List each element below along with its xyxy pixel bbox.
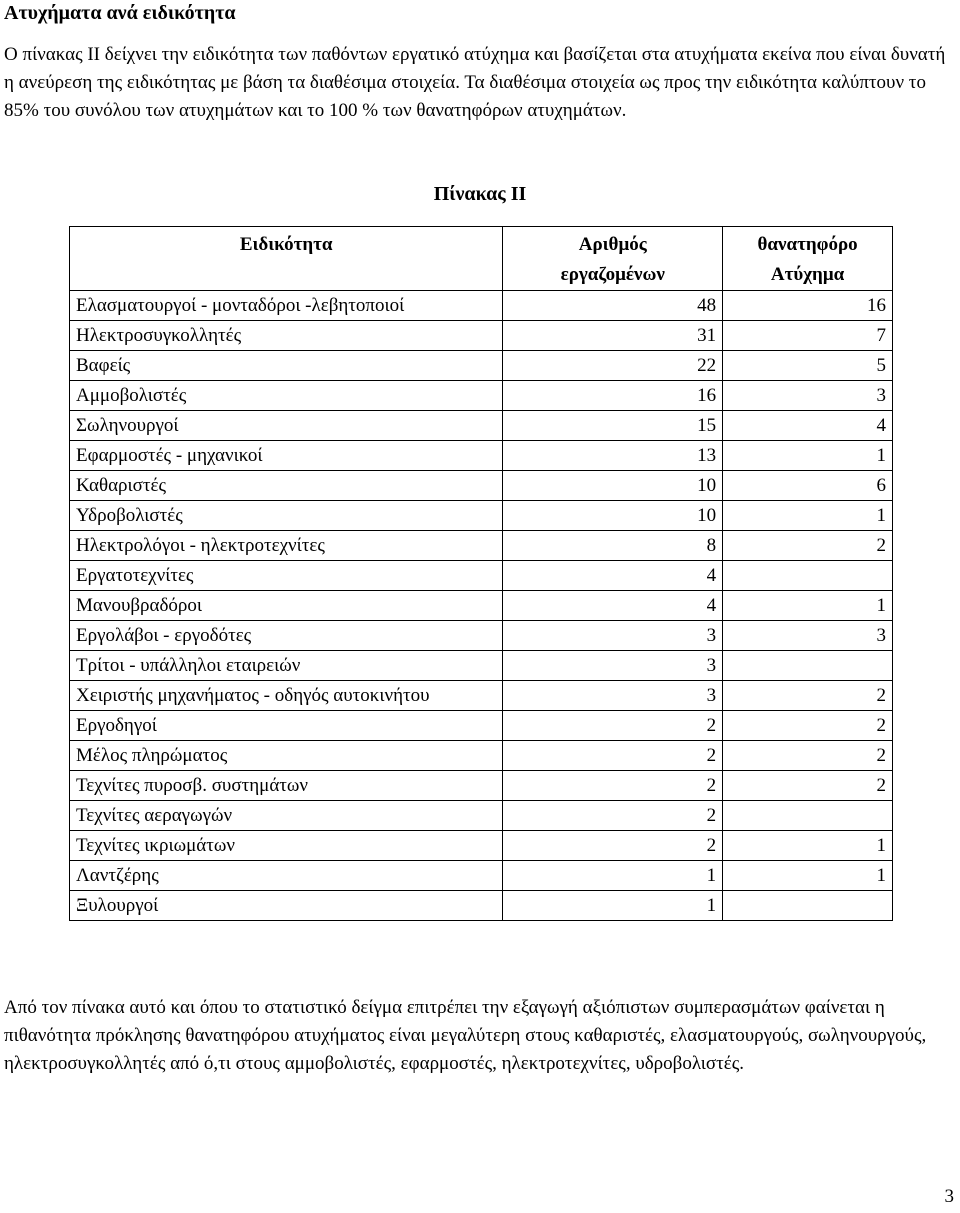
- cell-fatal: 1: [723, 861, 893, 891]
- header-workers-line2: εργαζομένων: [560, 264, 665, 285]
- cell-workers: 2: [503, 741, 723, 771]
- table-row: [70, 681, 893, 711]
- cell-workers: 15: [503, 411, 723, 441]
- cell-workers: 2: [503, 711, 723, 741]
- cell-specialty: Σωληνουργοί: [70, 411, 503, 441]
- cell-workers: 3: [503, 651, 723, 681]
- cell-fatal: [723, 801, 893, 831]
- table-body: [70, 291, 893, 921]
- cell-workers: 2: [503, 771, 723, 801]
- cell-fatal: 3: [723, 381, 893, 411]
- cell-specialty: Καθαριστές: [70, 471, 503, 501]
- cell-workers: 10: [503, 501, 723, 531]
- cell-fatal: [723, 891, 893, 921]
- table-row: [70, 711, 893, 741]
- cell-fatal: 1: [723, 441, 893, 471]
- table-row: [70, 621, 893, 651]
- table-row: [70, 801, 893, 831]
- table-row: [70, 441, 893, 471]
- header-fatal: [723, 227, 893, 291]
- cell-workers: 31: [503, 321, 723, 351]
- table-row: [70, 531, 893, 561]
- cell-specialty: Ξυλουργοί: [70, 891, 503, 921]
- cell-specialty: Εργοδηγοί: [70, 711, 503, 741]
- cell-workers: 2: [503, 831, 723, 861]
- cell-workers: 16: [503, 381, 723, 411]
- cell-specialty: Λαντζέρης: [70, 861, 503, 891]
- header-fatal-line2: Ατύχημα: [770, 264, 845, 285]
- table-row: [70, 741, 893, 771]
- cell-specialty: Χειριστής μηχανήματος - οδηγός αυτοκινήτου: [70, 681, 503, 711]
- cell-specialty: Μέλος πληρώματος: [70, 741, 503, 771]
- header-workers: [503, 227, 723, 291]
- section-heading: Ατυχήματα ανά ειδικότητα: [4, 2, 236, 24]
- cell-fatal: 6: [723, 471, 893, 501]
- cell-workers: 3: [503, 621, 723, 651]
- table-row: [70, 321, 893, 351]
- table-title: Πίνακας ΙΙ: [433, 183, 527, 205]
- cell-fatal: 7: [723, 321, 893, 351]
- cell-fatal: 1: [723, 591, 893, 621]
- cell-workers: 10: [503, 471, 723, 501]
- page-number: 3: [944, 1186, 954, 1207]
- cell-specialty: Εργολάβοι - εργοδότες: [70, 621, 503, 651]
- table-row: [70, 501, 893, 531]
- cell-specialty: Βαφείς: [70, 351, 503, 381]
- cell-workers: 1: [503, 861, 723, 891]
- table-header-row: [70, 227, 893, 291]
- table-row: [70, 351, 893, 381]
- cell-workers: 1: [503, 891, 723, 921]
- header-workers-line1: Αριθμός: [578, 234, 647, 255]
- cell-specialty: Αμμοβολιστές: [70, 381, 503, 411]
- cell-fatal: 5: [723, 351, 893, 381]
- cell-specialty: Τεχνίτες αεραγωγών: [70, 801, 503, 831]
- header-specialty-label: Ειδικότητα: [239, 234, 333, 255]
- cell-workers: 22: [503, 351, 723, 381]
- header-specialty: [70, 227, 503, 291]
- cell-specialty: Τεχνίτες πυροσβ. συστημάτων: [70, 771, 503, 801]
- table-row: [70, 771, 893, 801]
- cell-specialty: Εργατοτεχνίτες: [70, 561, 503, 591]
- cell-workers: 13: [503, 441, 723, 471]
- cell-workers: 2: [503, 801, 723, 831]
- cell-specialty: Υδροβολιστές: [70, 501, 503, 531]
- cell-fatal: 1: [723, 501, 893, 531]
- cell-workers: 48: [503, 291, 723, 321]
- cell-workers: 8: [503, 531, 723, 561]
- specialty-table: [69, 226, 893, 921]
- cell-fatal: 3: [723, 621, 893, 651]
- cell-specialty: Ηλεκτροσυγκολλητές: [70, 321, 503, 351]
- cell-specialty: Τρίτοι - υπάλληλοι εταιρειών: [70, 651, 503, 681]
- cell-specialty: Τεχνίτες ικριωμάτων: [70, 831, 503, 861]
- table-row: [70, 471, 893, 501]
- cell-fatal: [723, 651, 893, 681]
- cell-fatal: 1: [723, 831, 893, 861]
- table-row: [70, 861, 893, 891]
- intro-paragraph: Ο πίνακας ΙΙ δείχνει την ειδικότητα των παθόντων εργατικό ατύχημα και βασίζεται στα ατυχήματα εκείνα που είναι δυνατή η ανεύρεση της ειδικότητας με βάση τα διαθέσιμα στοιχεία. Τα διαθέσιμα στοιχεία ως προς την ειδικότητα καλύπτουν το 85% του συνόλου των ατυχημάτων και το 100 % των θανατηφόρων ατυχημάτων.: [4, 44, 946, 121]
- cell-fatal: 4: [723, 411, 893, 441]
- cell-fatal: 2: [723, 711, 893, 741]
- cell-fatal: 2: [723, 741, 893, 771]
- cell-workers: 4: [503, 591, 723, 621]
- cell-workers: 3: [503, 681, 723, 711]
- table-row: [70, 561, 893, 591]
- cell-specialty: Ηλεκτρολόγοι - ηλεκτροτεχνίτες: [70, 531, 503, 561]
- cell-fatal: 16: [723, 291, 893, 321]
- header-fatal-line1: θανατηφόρο: [757, 234, 858, 255]
- conclusion-paragraph: Από τον πίνακα αυτό και όπου το στατιστικό δείγμα επιτρέπει την εξαγωγή αξιόπιστων συμπερασμάτων φαίνεται η πιθανότητα πρόκλησης θανατηφόρου ατυχήματος είναι μεγαλύτερη στους καθαριστές, ελασματουργούς, σωληνουργούς, ηλεκτροσυγκολλητές από ό,τι στους αμμοβολιστές, εφαρμοστές, ηλεκτροτεχνίτες, υδροβολιστές.: [4, 997, 927, 1074]
- table-row: [70, 381, 893, 411]
- table-row: [70, 411, 893, 441]
- cell-workers: 4: [503, 561, 723, 591]
- cell-specialty: Μανουβραδόροι: [70, 591, 503, 621]
- cell-specialty: Εφαρμοστές - μηχανικοί: [70, 441, 503, 471]
- cell-specialty: Ελασματουργοί - μονταδόροι -λεβητοποιοί: [70, 291, 503, 321]
- table-row: [70, 291, 893, 321]
- table-row: [70, 651, 893, 681]
- table-row: [70, 891, 893, 921]
- cell-fatal: [723, 561, 893, 591]
- cell-fatal: 2: [723, 531, 893, 561]
- table-row: [70, 591, 893, 621]
- cell-fatal: 2: [723, 771, 893, 801]
- cell-fatal: 2: [723, 681, 893, 711]
- table-row: [70, 831, 893, 861]
